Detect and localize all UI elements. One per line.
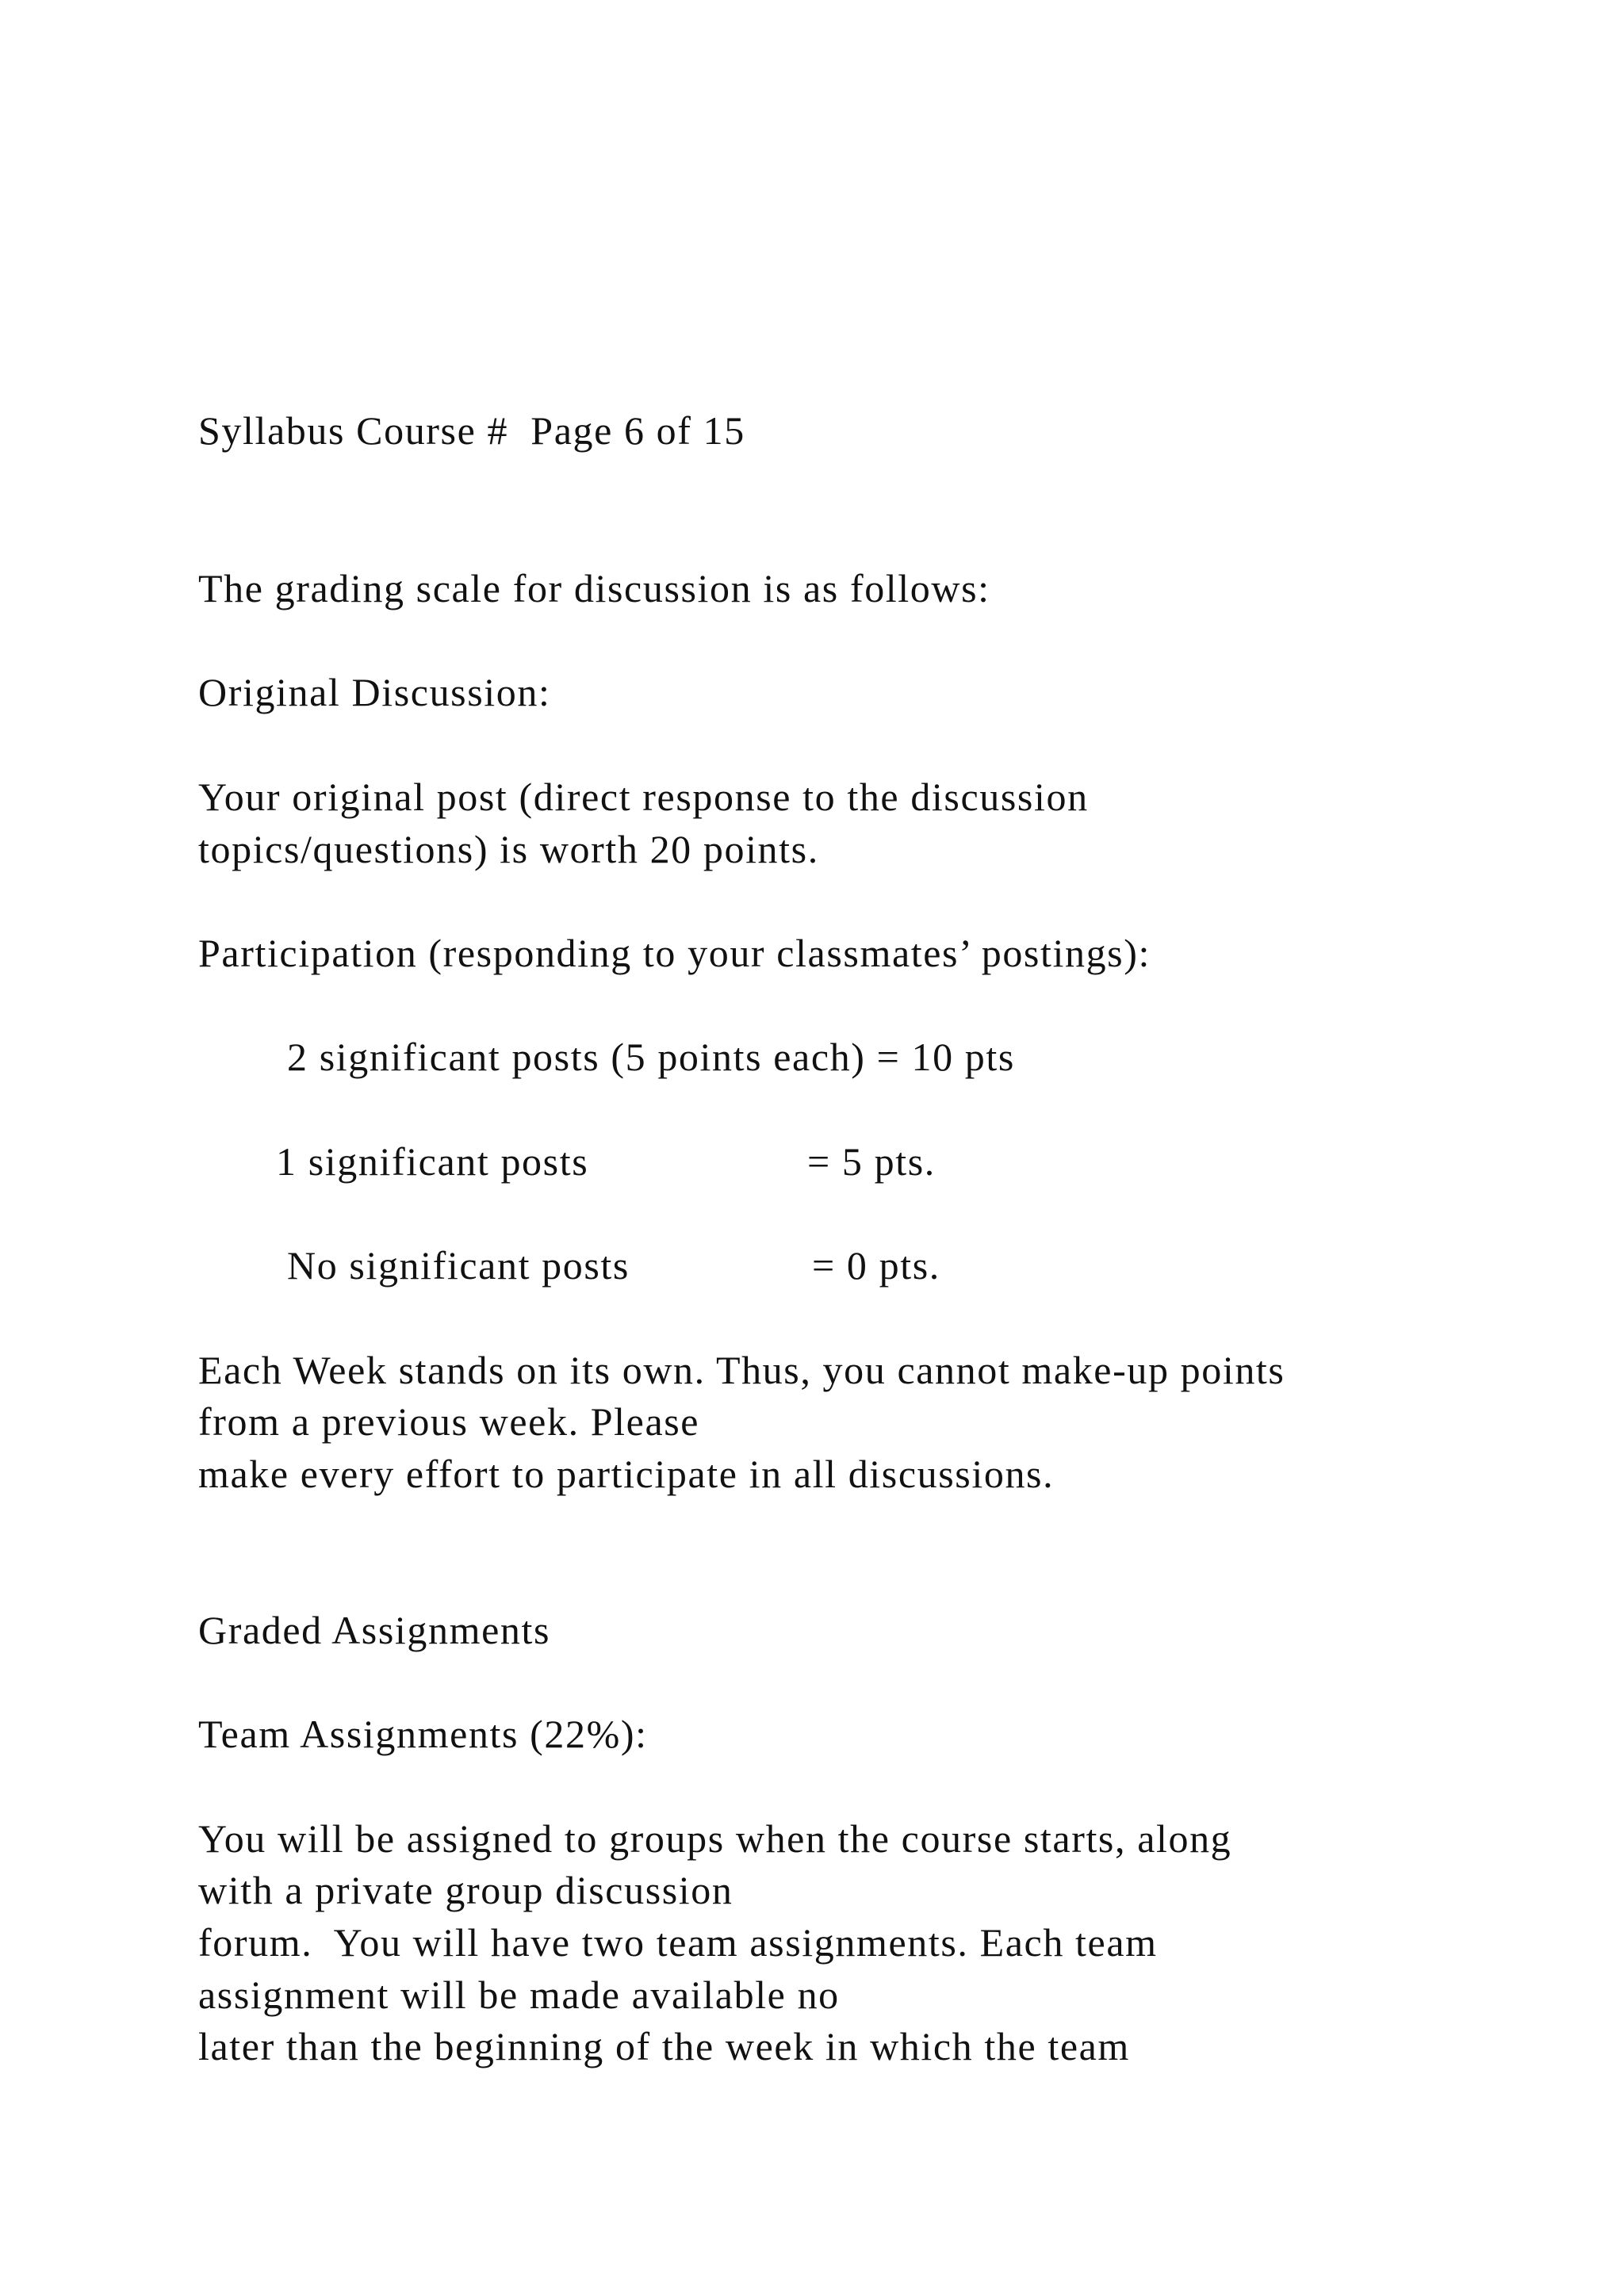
scale-row-two-posts: 2 significant posts (5 points each) = 10 pts bbox=[287, 1035, 1015, 1079]
scale-row-one-post-value: = 5 pts. bbox=[807, 1139, 936, 1184]
discussion-intro: The grading scale for discussion is as follows: bbox=[198, 566, 990, 610]
page-header: Syllabus Course # Page 6 of 15 bbox=[198, 408, 745, 453]
weekly-note-line-3: make every effort to participate in all discussions. bbox=[198, 1452, 1055, 1496]
team-line-4: assignment will be made available no bbox=[198, 1973, 840, 2017]
team-line-2: with a private group discussion bbox=[198, 1868, 733, 1912]
participation-heading: Participation (responding to your classmates’ postings): bbox=[198, 931, 1151, 975]
original-post-line-1: Your original post (direct response to the discussion bbox=[198, 775, 1089, 819]
weekly-note-line-2: from a previous week. Please bbox=[198, 1399, 700, 1444]
team-line-1: You will be assigned to groups when the course starts, along bbox=[198, 1816, 1232, 1861]
scale-row-no-posts-label: No significant posts bbox=[287, 1243, 630, 1288]
original-post-line-2: topics/questions) is worth 20 points. bbox=[198, 827, 819, 871]
team-line-3: forum. You will have two team assignments. Each team bbox=[198, 1920, 1158, 1965]
scale-row-no-posts-value: = 0 pts. bbox=[812, 1243, 940, 1288]
graded-assignments-heading: Graded Assignments bbox=[198, 1608, 551, 1652]
original-discussion-heading: Original Discussion: bbox=[198, 670, 551, 714]
team-line-5: later than the beginning of the week in which the team bbox=[198, 2024, 1130, 2068]
weekly-note-line-1: Each Week stands on its own. Thus, you cannot make-up points bbox=[198, 1348, 1285, 1392]
team-assignments-heading: Team Assignments (22%): bbox=[198, 1712, 648, 1756]
scale-row-one-post-label: 1 significant posts bbox=[276, 1139, 589, 1184]
